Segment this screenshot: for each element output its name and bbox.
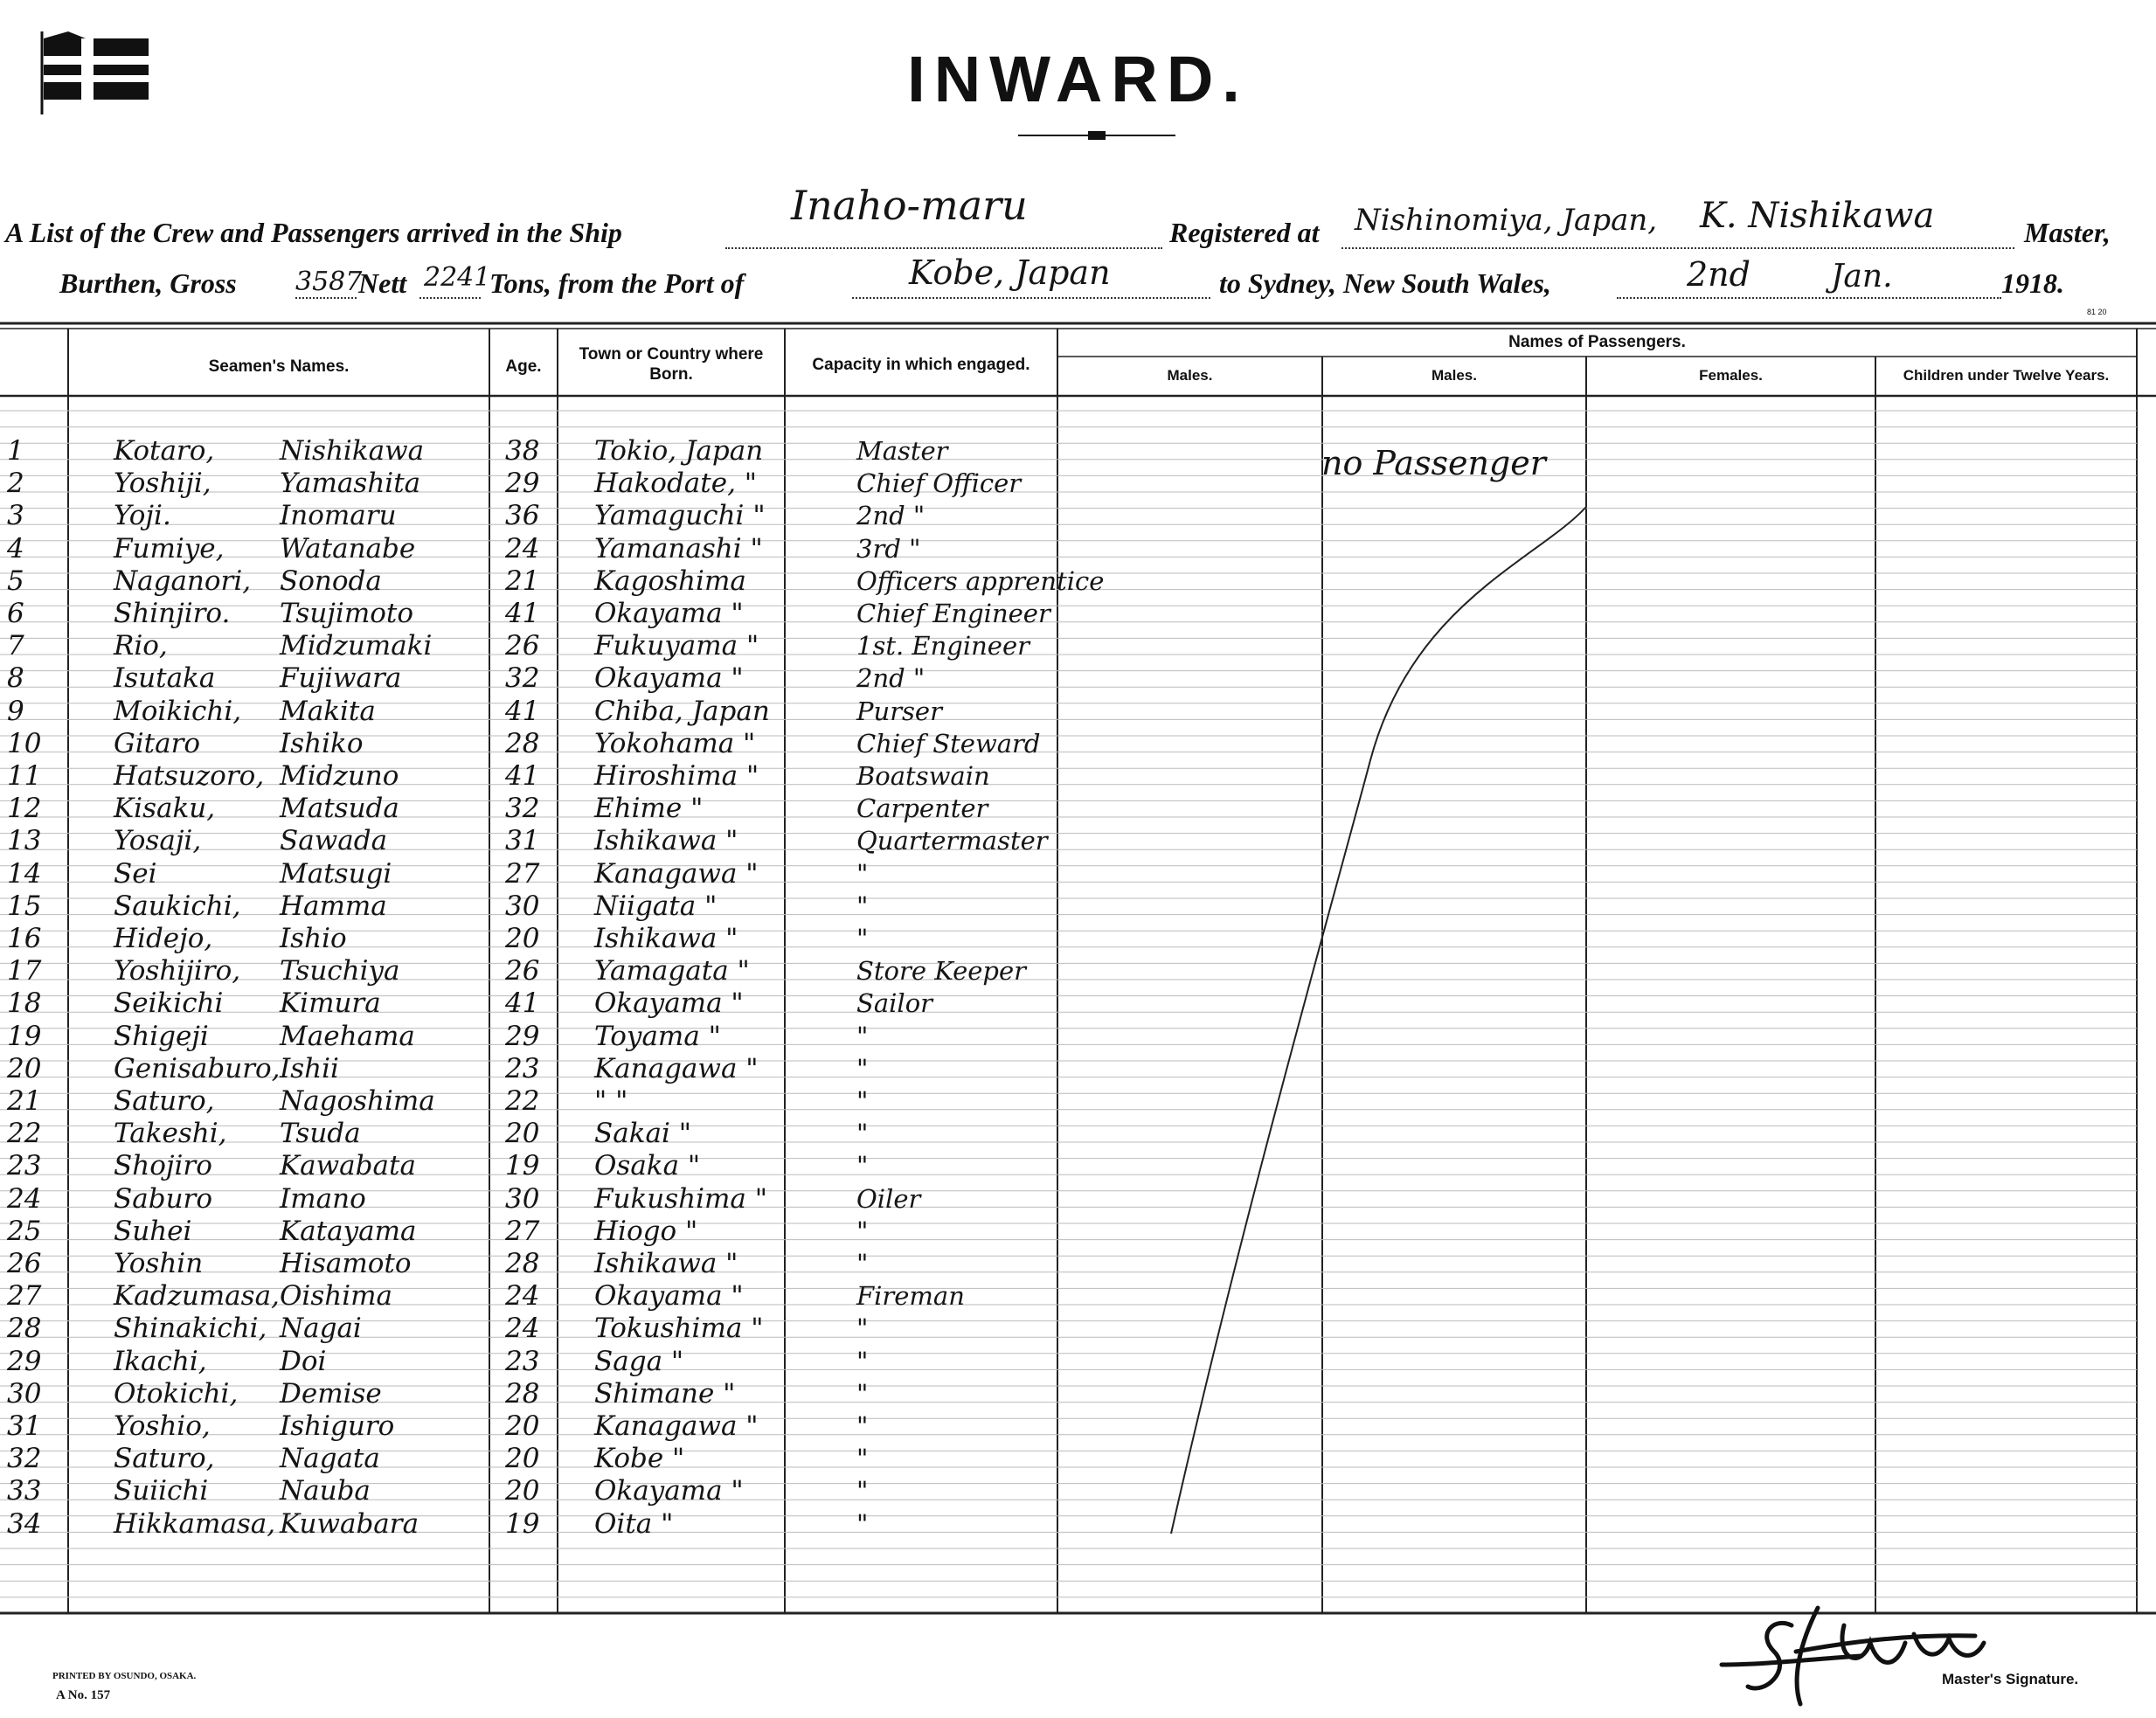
table-row — [0, 435, 2156, 468]
col-males-2: Males. — [1432, 367, 1477, 384]
crew-last-name: Kuwabara — [280, 1507, 419, 1540]
crew-age: 28 — [505, 727, 540, 759]
row-number: 13 — [7, 825, 42, 857]
crew-first-name: Takeshi, — [114, 1118, 227, 1150]
crew-birthplace: Yamanashi " — [594, 532, 763, 565]
crew-age: 20 — [505, 923, 540, 954]
crew-first-name: Fumiye, — [114, 532, 225, 565]
crew-age: 20 — [505, 1443, 540, 1475]
crew-capacity: Fireman — [856, 1281, 965, 1312]
crew-birthplace: Okayama " — [594, 1475, 744, 1507]
crew-age: 24 — [505, 1280, 540, 1313]
crew-first-name: Shinjiro. — [114, 598, 231, 629]
crew-capacity: 1st. Engineer — [856, 631, 1029, 662]
crew-last-name: Nagoshima — [280, 1085, 435, 1117]
arrival-day-value: 2nd — [1687, 255, 1750, 294]
crew-age: 24 — [505, 532, 540, 565]
crew-birthplace: Hakodate, " — [594, 468, 758, 500]
crew-birthplace: Fukuyama " — [594, 630, 759, 662]
crew-age: 29 — [505, 468, 540, 500]
col-passengers: Names of Passengers. — [1508, 333, 1686, 351]
row-number: 33 — [7, 1475, 42, 1507]
crew-first-name: Kadzumasa, — [114, 1280, 280, 1313]
row-number: 20 — [7, 1052, 42, 1084]
crew-last-name: Nagata — [280, 1443, 380, 1475]
nett-value: 2241 — [424, 262, 491, 293]
row-number: 12 — [7, 793, 42, 825]
to-sydney-label: to Sydney, New South Wales, — [1219, 267, 1551, 299]
crew-birthplace: Tokio, Japan — [594, 435, 764, 467]
crew-first-name: Saukichi, — [114, 890, 241, 922]
table-row — [0, 533, 2156, 565]
row-number: 8 — [7, 662, 24, 695]
table-row — [0, 565, 2156, 598]
table-row — [0, 825, 2156, 857]
crew-last-name: Sawada — [280, 825, 388, 857]
crew-capacity: Purser — [856, 696, 942, 726]
row-number: 6 — [7, 598, 24, 629]
crew-last-name: Tsuda — [280, 1118, 361, 1150]
row-number: 19 — [7, 1020, 42, 1052]
crew-capacity: 2nd " — [856, 501, 925, 531]
row-number: 21 — [7, 1085, 42, 1117]
crew-birthplace: Okayama " — [594, 1280, 744, 1313]
table-row — [0, 630, 2156, 662]
crew-first-name: Genisaburo, — [114, 1052, 281, 1084]
sheet-number: 81 20 — [2087, 308, 2107, 316]
burthen-label: Burthen, Gross — [59, 267, 237, 299]
crew-age: 41 — [505, 987, 540, 1020]
col-males-1: Males. — [1167, 367, 1213, 384]
crew-age: 19 — [505, 1150, 540, 1182]
crew-birthplace: Okayama " — [594, 987, 744, 1020]
from-port-value: Kobe, Japan — [909, 253, 1111, 292]
crew-birthplace: Sakai " — [594, 1118, 692, 1150]
table-row — [0, 1248, 2156, 1280]
crew-birthplace: Yamagata " — [594, 955, 750, 987]
crew-age: 41 — [505, 695, 540, 727]
row-number: 28 — [7, 1313, 42, 1345]
crew-first-name: Yosaji, — [114, 825, 202, 857]
nett-label: Nett — [358, 267, 407, 299]
crew-capacity: Master — [856, 436, 948, 466]
crew-last-name: Kawabata — [280, 1150, 416, 1182]
row-number: 14 — [7, 857, 42, 890]
crew-age: 26 — [505, 955, 540, 987]
crew-capacity: Sailor — [856, 988, 933, 1019]
crew-birthplace: Okayama " — [594, 598, 744, 629]
crew-last-name: Doi — [280, 1345, 327, 1377]
crew-capacity: " — [856, 1086, 869, 1116]
row-number: 29 — [7, 1345, 42, 1377]
crew-birthplace: " " — [594, 1085, 628, 1117]
table-row — [0, 1183, 2156, 1216]
crew-first-name: Shigeji — [114, 1020, 209, 1052]
crew-age: 32 — [505, 793, 540, 825]
crew-first-name: Hatsuzoro, — [114, 760, 265, 792]
crew-first-name: Otokichi, — [114, 1377, 239, 1410]
crew-age: 20 — [505, 1118, 540, 1150]
crew-first-name: Ikachi, — [114, 1345, 207, 1377]
table-row — [0, 468, 2156, 500]
col-children: Children under Twelve Years. — [1903, 367, 2110, 384]
crew-capacity: " — [856, 1411, 869, 1441]
crew-birthplace: Saga " — [594, 1345, 684, 1377]
crew-capacity: " — [856, 1508, 869, 1539]
table-row — [0, 1021, 2156, 1053]
crew-capacity: 3rd " — [856, 533, 921, 564]
table-row — [0, 793, 2156, 825]
crew-age: 31 — [505, 825, 540, 857]
crew-birthplace: Kobe " — [594, 1443, 685, 1475]
crew-last-name: Nishikawa — [280, 435, 425, 467]
crew-capacity: " — [856, 1151, 869, 1181]
crew-birthplace: Tokushima " — [594, 1313, 764, 1345]
crew-age: 41 — [505, 598, 540, 629]
row-number: 32 — [7, 1443, 42, 1475]
crew-age: 36 — [505, 500, 540, 532]
crew-birthplace: Chiba, Japan — [594, 695, 770, 727]
crew-capacity: " — [856, 1021, 869, 1051]
crew-capacity: " — [856, 1476, 869, 1507]
crew-capacity: Chief Steward — [856, 728, 1041, 759]
crew-capacity: " — [856, 924, 869, 953]
crew-first-name: Seikichi — [114, 987, 224, 1020]
table-row — [0, 1216, 2156, 1248]
ship-name-value: Inaho-maru — [791, 182, 1028, 229]
crew-age: 24 — [505, 1313, 540, 1345]
crew-capacity: " — [856, 1249, 869, 1278]
no-passenger-note: no Passenger — [1321, 444, 1546, 482]
row-number: 24 — [7, 1182, 42, 1215]
crew-birthplace: Oita " — [594, 1507, 674, 1540]
crew-capacity: " — [856, 1216, 869, 1246]
row-number: 23 — [7, 1150, 42, 1182]
crew-age: 27 — [505, 1215, 540, 1247]
crew-first-name: Suiichi — [114, 1475, 209, 1507]
crew-first-name: Moikichi, — [114, 695, 242, 727]
row-number: 10 — [7, 727, 42, 759]
row-number: 27 — [7, 1280, 42, 1313]
table-row — [0, 1280, 2156, 1313]
crew-capacity: " — [856, 1346, 869, 1376]
row-number: 18 — [7, 987, 42, 1020]
table-row — [0, 1443, 2156, 1475]
row-number: 11 — [7, 760, 42, 792]
crew-last-name: Kimura — [280, 987, 381, 1020]
crew-last-name: Inomaru — [280, 500, 397, 532]
crew-last-name: Yamashita — [280, 468, 421, 500]
col-females: Females. — [1699, 367, 1763, 384]
tons-from-port-label: Tons, from the Port of — [489, 267, 745, 299]
crew-birthplace: Hiroshima " — [594, 760, 759, 792]
crew-first-name: Naganori, — [114, 565, 252, 597]
crew-capacity: " — [856, 1313, 869, 1344]
crew-birthplace: Niigata " — [594, 890, 718, 922]
crew-capacity: Chief Engineer — [856, 599, 1050, 628]
crew-last-name: Maehama — [280, 1020, 415, 1052]
crew-age: 30 — [505, 890, 540, 922]
crew-last-name: Katayama — [280, 1215, 417, 1247]
crew-last-name: Imano — [280, 1182, 366, 1215]
table-row — [0, 728, 2156, 760]
table-row — [0, 890, 2156, 923]
crew-last-name: Watanabe — [280, 532, 416, 565]
crew-last-name: Fujiwara — [280, 662, 402, 695]
row-number: 16 — [7, 923, 42, 954]
crew-birthplace: Kagoshima — [594, 565, 746, 597]
crew-capacity: Quartermaster — [856, 826, 1048, 856]
crew-age: 32 — [505, 662, 540, 695]
row-number: 2 — [7, 468, 24, 500]
document-title: INWARD. — [907, 43, 1249, 115]
arrival-month-value: Jan. — [1831, 259, 1893, 294]
crew-birthplace: Ishikawa " — [594, 825, 738, 857]
crew-first-name: Sei — [114, 857, 157, 890]
row-number: 7 — [7, 630, 24, 662]
table-row — [0, 1410, 2156, 1443]
crew-capacity: " — [856, 858, 869, 889]
crew-last-name: Ishii — [280, 1052, 339, 1084]
crew-capacity: " — [856, 890, 869, 921]
col-age: Age. — [505, 357, 542, 376]
master-signature-label: Master's Signature. — [1942, 1671, 2079, 1687]
table-row — [0, 923, 2156, 955]
col-born: Town or Country where Born. — [579, 345, 764, 384]
table-row — [0, 500, 2156, 532]
crew-birthplace: Ehime " — [594, 793, 704, 825]
col-capacity: Capacity in which engaged. — [812, 356, 1030, 374]
crew-last-name: Sonoda — [280, 565, 382, 597]
crew-age: 27 — [505, 857, 540, 890]
table-row — [0, 1475, 2156, 1507]
registered-port-value: Nishinomiya, Japan, — [1355, 203, 1658, 238]
crew-last-name: Nagai — [280, 1313, 362, 1345]
crew-last-name: Hisamoto — [280, 1248, 412, 1279]
crew-age: 22 — [505, 1085, 540, 1117]
crew-capacity: Store Keeper — [856, 956, 1027, 987]
row-number: 26 — [7, 1248, 42, 1279]
crew-first-name: Saburo — [114, 1182, 213, 1215]
row-number: 15 — [7, 890, 42, 922]
crew-last-name: Midzuno — [280, 760, 399, 792]
table-row — [0, 858, 2156, 890]
crew-first-name: Yoshiji, — [114, 468, 211, 500]
table-row — [0, 1150, 2156, 1182]
crew-birthplace: Hiogo " — [594, 1215, 698, 1247]
crew-birthplace: Kanagawa " — [594, 1410, 759, 1442]
crew-capacity: Carpenter — [856, 793, 988, 824]
row-number: 3 — [7, 500, 24, 532]
crew-capacity: Officers apprentice — [856, 565, 1105, 596]
row-number: 17 — [7, 955, 42, 987]
row-number: 1 — [7, 435, 24, 467]
crew-first-name: Hikkamasa, — [114, 1507, 276, 1540]
master-signature — [1713, 1582, 2045, 1713]
crew-first-name: Saturo, — [114, 1443, 215, 1475]
crew-last-name: Matsugi — [280, 857, 392, 890]
crew-first-name: Isutaka — [114, 662, 216, 695]
table-row — [0, 1053, 2156, 1085]
crew-last-name: Oishima — [280, 1280, 392, 1313]
crew-birthplace: Ishikawa " — [594, 1248, 738, 1279]
crew-last-name: Midzumaki — [280, 630, 433, 662]
crew-last-name: Tsujimoto — [280, 598, 414, 629]
registered-label: Registered at — [1169, 217, 1320, 248]
crew-first-name: Shojiro — [114, 1150, 212, 1182]
crew-first-name: Hidejo, — [114, 923, 213, 954]
row-number: 9 — [7, 695, 24, 727]
col-seamen-names: Seamen's Names. — [208, 357, 350, 376]
row-number: 4 — [7, 532, 24, 565]
crew-last-name: Nauba — [280, 1475, 371, 1507]
crew-age: 38 — [505, 435, 540, 467]
printer-credit: PRINTED BY OSUNDO, OSAKA. — [52, 1671, 197, 1681]
master-name-value: K. Nishikawa — [1700, 196, 1935, 236]
crew-capacity: " — [856, 1053, 869, 1084]
master-label: Master, — [2024, 217, 2111, 248]
crew-last-name: Ishiguro — [280, 1410, 395, 1442]
crew-first-name: Yoji. — [114, 500, 171, 532]
crew-age: 19 — [505, 1507, 540, 1540]
crew-last-name: Demise — [280, 1377, 382, 1410]
table-row — [0, 1346, 2156, 1378]
crew-first-name: Yoshijiro, — [114, 955, 241, 987]
crew-last-name: Makita — [280, 695, 376, 727]
crew-last-name: Tsuchiya — [280, 955, 400, 987]
crew-age: 29 — [505, 1020, 540, 1052]
table-row — [0, 1378, 2156, 1410]
row-number: 34 — [7, 1507, 42, 1540]
crew-capacity: 2nd " — [856, 663, 925, 694]
table-row — [0, 662, 2156, 695]
crew-capacity: Chief Officer — [856, 468, 1022, 499]
gross-value: 3587 — [295, 267, 363, 297]
crew-age: 41 — [505, 760, 540, 792]
arrival-year-value: 1918. — [2001, 267, 2064, 299]
crew-birthplace: Kanagawa " — [594, 857, 759, 890]
crew-birthplace: Toyama " — [594, 1020, 721, 1052]
table-row — [0, 696, 2156, 728]
table-row — [0, 1508, 2156, 1541]
crew-birthplace: Kanagawa " — [594, 1052, 759, 1084]
crew-age: 23 — [505, 1345, 540, 1377]
crew-age: 23 — [505, 1052, 540, 1084]
crew-last-name: Matsuda — [280, 793, 399, 825]
crew-first-name: Yoshio, — [114, 1410, 211, 1442]
crew-first-name: Saturo, — [114, 1085, 215, 1117]
crew-birthplace: Ishikawa " — [594, 923, 738, 954]
table-row — [0, 760, 2156, 793]
row-number: 30 — [7, 1377, 42, 1410]
table-row — [0, 1313, 2156, 1345]
crew-last-name: Ishiko — [280, 727, 364, 759]
crew-age: 30 — [505, 1182, 540, 1215]
table-row — [0, 1085, 2156, 1118]
crew-first-name: Yoshin — [114, 1248, 204, 1279]
crew-capacity: " — [856, 1119, 869, 1149]
crew-age: 21 — [505, 565, 540, 597]
row-number: 5 — [7, 565, 24, 597]
row-number: 25 — [7, 1215, 42, 1247]
crew-last-name: Ishio — [280, 923, 347, 954]
crew-capacity: " — [856, 1444, 869, 1474]
crew-first-name: Rio, — [114, 630, 168, 662]
crew-capacity: " — [856, 1378, 869, 1409]
crew-first-name: Kisaku, — [114, 793, 216, 825]
crew-birthplace: Yokohama " — [594, 727, 756, 759]
crew-list-label: A List of the Crew and Passengers arrived in the Ship — [5, 217, 622, 248]
crew-first-name: Gitaro — [114, 727, 201, 759]
crew-age: 20 — [505, 1475, 540, 1507]
crew-birthplace: Fukushima " — [594, 1182, 768, 1215]
row-number: 22 — [7, 1118, 42, 1150]
crew-birthplace: Okayama " — [594, 662, 744, 695]
row-number: 31 — [7, 1410, 42, 1442]
table-row — [0, 987, 2156, 1020]
crew-age: 26 — [505, 630, 540, 662]
crew-age: 28 — [505, 1377, 540, 1410]
crew-capacity: Boatswain — [856, 761, 990, 791]
crew-capacity: Oiler — [856, 1183, 921, 1214]
crew-first-name: Shinakichi, — [114, 1313, 267, 1345]
table-row — [0, 955, 2156, 987]
crew-birthplace: Yamaguchi " — [594, 500, 766, 532]
table-row — [0, 1118, 2156, 1150]
crew-first-name: Kotaro, — [114, 435, 215, 467]
crew-birthplace: Osaka " — [594, 1150, 701, 1182]
table-row — [0, 598, 2156, 630]
crew-age: 20 — [505, 1410, 540, 1442]
crew-last-name: Hamma — [280, 890, 387, 922]
crew-first-name: Suhei — [114, 1215, 192, 1247]
crew-birthplace: Shimane " — [594, 1377, 736, 1410]
crew-age: 28 — [505, 1248, 540, 1279]
form-number: A No. 157 — [56, 1688, 111, 1702]
